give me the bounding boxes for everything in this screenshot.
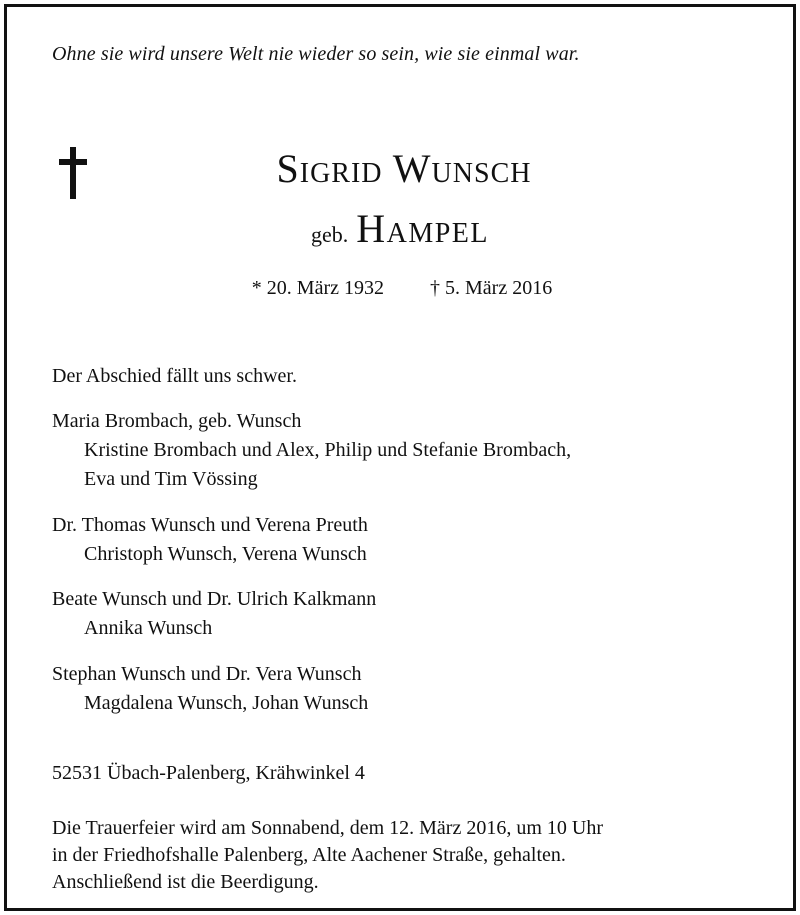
birth-date: * 20. März 1932 <box>251 277 384 299</box>
motto-text: Ohne sie wird unsere Welt nie wieder so sein, wie sie einmal war. <box>52 43 580 65</box>
family-group <box>52 585 772 643</box>
family-main: Maria Brombach, geb. Wunsch <box>52 410 302 432</box>
deceased-name: Sigrid Wunsch <box>276 146 532 191</box>
service-line: in der Friedhofshalle Palenberg, Alte Aachener Straße, gehalten. <box>52 844 566 866</box>
service-line: Anschließend ist die Beerdigung. <box>52 871 319 893</box>
service-info <box>52 815 772 896</box>
family-main: Dr. Thomas Wunsch und Verena Preuth <box>52 514 368 536</box>
family-main: Beate Wunsch und Dr. Ulrich Kalkmann <box>52 588 377 610</box>
family-sub: Eva und Tim Vössing <box>84 468 258 490</box>
family-sub: Magdalena Wunsch, Johan Wunsch <box>84 692 369 714</box>
family-main: Stephan Wunsch und Dr. Vera Wunsch <box>52 663 362 685</box>
death-date: † 5. März 2016 <box>430 277 553 299</box>
service-line: Die Trauerfeier wird am Sonnabend, dem 12. März 2016, um 10 Uhr <box>52 817 603 839</box>
family-sub: Annika Wunsch <box>84 617 213 639</box>
family-sub: Kristine Brombach und Alex, Philip und Stefanie Brombach, <box>84 439 572 461</box>
intro-text: Der Abschied fällt uns schwer. <box>52 365 297 387</box>
address-text: 52531 Übach-Palenberg, Krähwinkel 4 <box>52 762 365 784</box>
maiden-name: Hampel <box>356 206 490 251</box>
family-group <box>52 660 772 718</box>
geb-label: geb. <box>310 222 349 247</box>
obituary-frame <box>4 4 796 911</box>
family-group <box>52 407 772 494</box>
family-sub: Christoph Wunsch, Verena Wunsch <box>84 543 367 565</box>
life-dates <box>7 277 795 300</box>
family-group <box>52 511 772 569</box>
maiden-name-line <box>7 205 793 252</box>
